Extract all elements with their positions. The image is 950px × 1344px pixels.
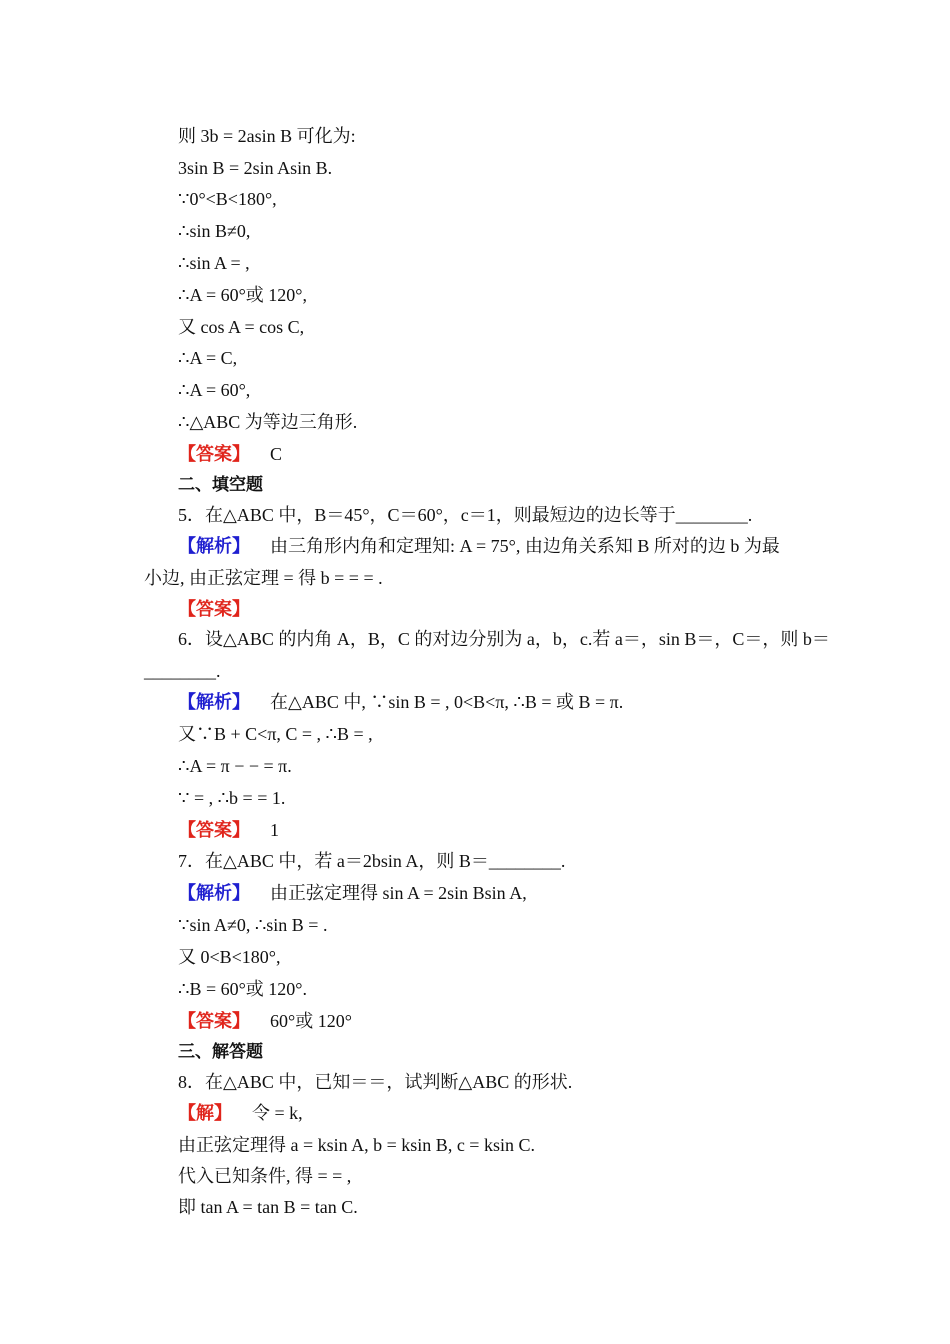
answer-line	[178, 1009, 352, 1033]
analysis-tag: 【解析】	[178, 883, 250, 903]
solution-line: 则 3b = 2asin B 可化为:	[178, 126, 356, 146]
solution-text: 令 = k,	[252, 1103, 303, 1123]
solution-head-line	[178, 1101, 303, 1125]
question-7: 7．在△ABC 中，若 a＝2bsin A，则 B＝________.	[178, 851, 566, 871]
solution-line: ∴B = 60°或 120°.	[178, 979, 308, 999]
solution-line: 又 0<B<180°,	[178, 947, 281, 967]
question-6: 6．设△ABC 的内角 A，B，C 的对边分别为 a，b，c.若 a＝，sin B＝，C＝，则 b＝	[178, 629, 830, 649]
question-5: 5．在△ABC 中，B＝45°，C＝60°，c＝1，则最短边的边长等于________.	[178, 505, 753, 525]
solution-line: ∴sin A = ,	[178, 253, 250, 273]
solution-line: ∴sin B≠0,	[178, 221, 251, 241]
analysis-line	[178, 881, 527, 905]
analysis-tag: 【解析】	[178, 536, 250, 556]
answer-text: C	[270, 444, 283, 464]
solution-line: ∴A = π − − = π.	[178, 756, 292, 776]
solution-line: 3sin B = 2sin Asin B.	[178, 158, 333, 178]
analysis-text: 由三角形内角和定理知: A = 75°, 由边角关系知 B 所对的边 b 为最	[270, 536, 780, 556]
section-heading-solve: 三、解答题	[178, 1042, 263, 1062]
answer-tag: 【答案】	[178, 599, 250, 619]
solution-line: 又 cos A = cos C,	[178, 317, 305, 337]
solution-line: ∴A = 60°或 120°,	[178, 285, 308, 305]
solution-line: ∴A = 60°,	[178, 380, 251, 400]
answer-line	[178, 818, 279, 842]
analysis-line	[178, 690, 623, 714]
question-6-blank: ________.	[144, 661, 221, 681]
solution-line: ∵0°<B<180°,	[178, 189, 277, 209]
answer-text: 1	[270, 820, 279, 840]
solution-line: 又∵B + C<π, C = , ∴B = ,	[178, 724, 373, 744]
answer-text: 60°或 120°	[270, 1011, 352, 1031]
analysis-continuation: 小边, 由正弦定理 = 得 b = = = .	[144, 568, 383, 588]
solution-line: ∵sin A≠0, ∴sin B = .	[178, 915, 328, 935]
analysis-line	[178, 534, 780, 558]
solution-line: ∴△ABC 为等边三角形.	[178, 412, 358, 432]
solution-line: 由正弦定理得 a = ksin A, b = ksin B, c = ksin C.	[178, 1135, 535, 1155]
solution-line: 即 tan A = tan B = tan C.	[178, 1197, 358, 1217]
analysis-tag: 【解析】	[178, 692, 250, 712]
answer-tag: 【答案】	[178, 444, 250, 464]
section-heading-fill-in: 二、填空题	[178, 475, 263, 495]
answer-tag: 【答案】	[178, 820, 250, 840]
answer-line	[178, 442, 282, 466]
analysis-text: 由正弦定理得 sin A = 2sin Bsin A,	[270, 883, 527, 903]
solution-tag: 【解】	[178, 1103, 232, 1123]
solution-line: ∵ = , ∴b = = 1.	[178, 788, 286, 808]
solution-line: 代入已知条件, 得 = = ,	[178, 1166, 352, 1186]
solution-line: ∴A = C,	[178, 348, 238, 368]
question-8: 8．在△ABC 中，已知＝＝，试判断△ABC 的形状.	[178, 1072, 573, 1092]
answer-line	[178, 597, 250, 621]
analysis-text: 在△ABC 中, ∵sin B = , 0<B<π, ∴B = 或 B = π.	[270, 692, 624, 712]
answer-tag: 【答案】	[178, 1011, 250, 1031]
